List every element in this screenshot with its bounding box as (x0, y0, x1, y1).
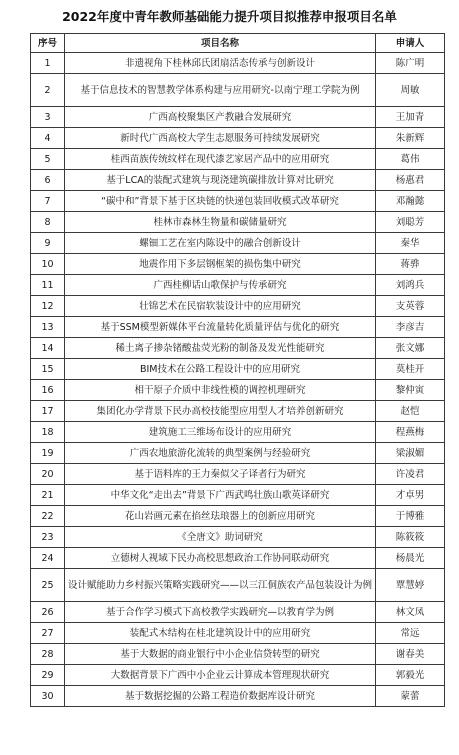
applicant-name: 覃慧婷 (376, 569, 445, 602)
applicant-name: 杨惠君 (376, 170, 445, 191)
project-name: 非遗视角下桂林邱氏团扇活态传承与创新设计 (65, 53, 376, 74)
project-name: 建筑施工三维场布设计的应用研究 (65, 422, 376, 443)
row-number: 4 (31, 128, 65, 149)
row-number: 22 (31, 506, 65, 527)
applicant-name: 张文娜 (376, 338, 445, 359)
applicant-name: 朱新辉 (376, 128, 445, 149)
table-row (31, 422, 445, 443)
table-row (31, 401, 445, 422)
project-table (30, 33, 445, 707)
applicant-name: 刘鸿兵 (376, 275, 445, 296)
project-name: 花山岩画元素在掐丝珐琅器上的创新应用研究 (65, 506, 376, 527)
project-name: 基于合作学习模式下高校教学实践研究—以教育学为例 (65, 602, 376, 623)
applicant-name: 周敏 (376, 74, 445, 107)
row-number: 25 (31, 569, 65, 602)
project-name: 基于语料库的王力秦似父子译者行为研究 (65, 464, 376, 485)
row-number: 19 (31, 443, 65, 464)
table-row (31, 74, 445, 107)
header-applicant: 申请人 (376, 34, 445, 53)
applicant-name: 秦华 (376, 233, 445, 254)
row-number: 18 (31, 422, 65, 443)
row-number: 16 (31, 380, 65, 401)
applicant-name: 刘聪芳 (376, 212, 445, 233)
project-name: 稀土离子掺杂锗酸盐荧光粉的制备及发光性能研究 (65, 338, 376, 359)
applicant-name: 林文凤 (376, 602, 445, 623)
applicant-name: 程燕梅 (376, 422, 445, 443)
row-number: 5 (31, 149, 65, 170)
project-name: 相干原子介质中非线性模的调控机理研究 (65, 380, 376, 401)
table-row (31, 686, 445, 707)
applicant-name: 葛伟 (376, 149, 445, 170)
table-row (31, 275, 445, 296)
project-name: 螺钿工艺在室内陈设中的融合创新设计 (65, 233, 376, 254)
table-row (31, 191, 445, 212)
project-name: 广西桂柳话山歌保护与传承研究 (65, 275, 376, 296)
table-row (31, 317, 445, 338)
applicant-name: 邓瀚懿 (376, 191, 445, 212)
table-row (31, 569, 445, 602)
applicant-name: 杨晨光 (376, 548, 445, 569)
applicant-name: 陈筱筱 (376, 527, 445, 548)
table-row (31, 128, 445, 149)
table-row (31, 443, 445, 464)
table-header-row (31, 34, 445, 53)
table-row (31, 149, 445, 170)
project-name: BIM技术在公路工程设计中的应用研究 (65, 359, 376, 380)
table-row (31, 644, 445, 665)
row-number: 21 (31, 485, 65, 506)
table-row (31, 212, 445, 233)
project-name: 新时代广西高校大学生志愿服务可持续发展研究 (65, 128, 376, 149)
project-name: 桂西苗族传统纹样在现代漆艺家居产品中的应用研究 (65, 149, 376, 170)
table-row (31, 296, 445, 317)
project-name: 桂林市森林生物量和碳储量研究 (65, 212, 376, 233)
table-row (31, 548, 445, 569)
table-row (31, 602, 445, 623)
applicant-name: 陈广明 (376, 53, 445, 74)
project-name: 立德树人视域下民办高校思想政治工作协同联动研究 (65, 548, 376, 569)
table-row (31, 464, 445, 485)
row-number: 8 (31, 212, 65, 233)
row-number: 23 (31, 527, 65, 548)
row-number: 3 (31, 107, 65, 128)
project-name: 《全唐文》助词研究 (65, 527, 376, 548)
applicant-name: 李彦吉 (376, 317, 445, 338)
row-number: 9 (31, 233, 65, 254)
project-name: 地震作用下多层钢框架的损伤集中研究 (65, 254, 376, 275)
applicant-name: 蒙蕾 (376, 686, 445, 707)
project-name: “碳中和”背景下基于区块链的快递包装回收模式改革研究 (65, 191, 376, 212)
table-row (31, 380, 445, 401)
table-row (31, 485, 445, 506)
project-name: 基于数据挖掘的公路工程造价数据库设计研究 (65, 686, 376, 707)
applicant-name: 梁淑媚 (376, 443, 445, 464)
applicant-name: 王加青 (376, 107, 445, 128)
row-number: 20 (31, 464, 65, 485)
row-number: 6 (31, 170, 65, 191)
applicant-name: 蒋骅 (376, 254, 445, 275)
applicant-name: 黎仲寅 (376, 380, 445, 401)
row-number: 1 (31, 53, 65, 74)
table-row (31, 107, 445, 128)
document-title: 2022年度中青年教师基础能力提升项目拟推荐申报项目名单 (62, 9, 397, 24)
row-number: 28 (31, 644, 65, 665)
table-row (31, 53, 445, 74)
project-name: 中华文化“走出去”背景下广西武鸣壮族山歌英译研究 (65, 485, 376, 506)
row-number: 2 (31, 74, 65, 107)
applicant-name: 赵恺 (376, 401, 445, 422)
applicant-name: 郭毅光 (376, 665, 445, 686)
applicant-name: 莫桂开 (376, 359, 445, 380)
project-name: 装配式木结构在桂北建筑设计中的应用研究 (65, 623, 376, 644)
table-row (31, 623, 445, 644)
row-number: 12 (31, 296, 65, 317)
project-name: 集团化办学背景下民办高校技能型应用型人才培养创新研究 (65, 401, 376, 422)
table-row (31, 359, 445, 380)
row-number: 7 (31, 191, 65, 212)
project-name: 基于LCA的装配式建筑与现浇建筑碳排放计算对比研究 (65, 170, 376, 191)
header-project-name: 项目名称 (65, 34, 376, 53)
row-number: 29 (31, 665, 65, 686)
project-name: 广西高校聚集区产教融合发展研究 (65, 107, 376, 128)
row-number: 24 (31, 548, 65, 569)
project-name: 广西农地旅游化流转的典型案例与经验研究 (65, 443, 376, 464)
applicant-name: 才卓男 (376, 485, 445, 506)
row-number: 27 (31, 623, 65, 644)
row-number: 11 (31, 275, 65, 296)
project-name: 基于大数据的商业银行中小企业信贷转型的研究 (65, 644, 376, 665)
table-row (31, 338, 445, 359)
project-name: 基于信息技术的智慧教学体系构建与应用研究-以南宁理工学院为例 (65, 74, 376, 107)
project-name: 设计赋能助力乡村振兴策略实践研究——以三江侗族农产品包装设计为例 (65, 569, 376, 602)
row-number: 26 (31, 602, 65, 623)
applicant-name: 谢春美 (376, 644, 445, 665)
header-number: 序号 (31, 34, 65, 53)
row-number: 10 (31, 254, 65, 275)
table-row (31, 233, 445, 254)
row-number: 30 (31, 686, 65, 707)
applicant-name: 常远 (376, 623, 445, 644)
row-number: 14 (31, 338, 65, 359)
project-name: 基于SSM模型新媒体平台流量转化质量评估与优化的研究 (65, 317, 376, 338)
row-number: 15 (31, 359, 65, 380)
table-row (31, 527, 445, 548)
project-name: 大数据背景下广西中小企业云计算成本管理现状研究 (65, 665, 376, 686)
table-row (31, 254, 445, 275)
applicant-name: 支英蓉 (376, 296, 445, 317)
row-number: 17 (31, 401, 65, 422)
table-row (31, 665, 445, 686)
project-name: 壮锦艺术在民宿软装设计中的应用研究 (65, 296, 376, 317)
table-row (31, 506, 445, 527)
applicant-name: 许凌君 (376, 464, 445, 485)
row-number: 13 (31, 317, 65, 338)
table-row (31, 170, 445, 191)
applicant-name: 于博雅 (376, 506, 445, 527)
